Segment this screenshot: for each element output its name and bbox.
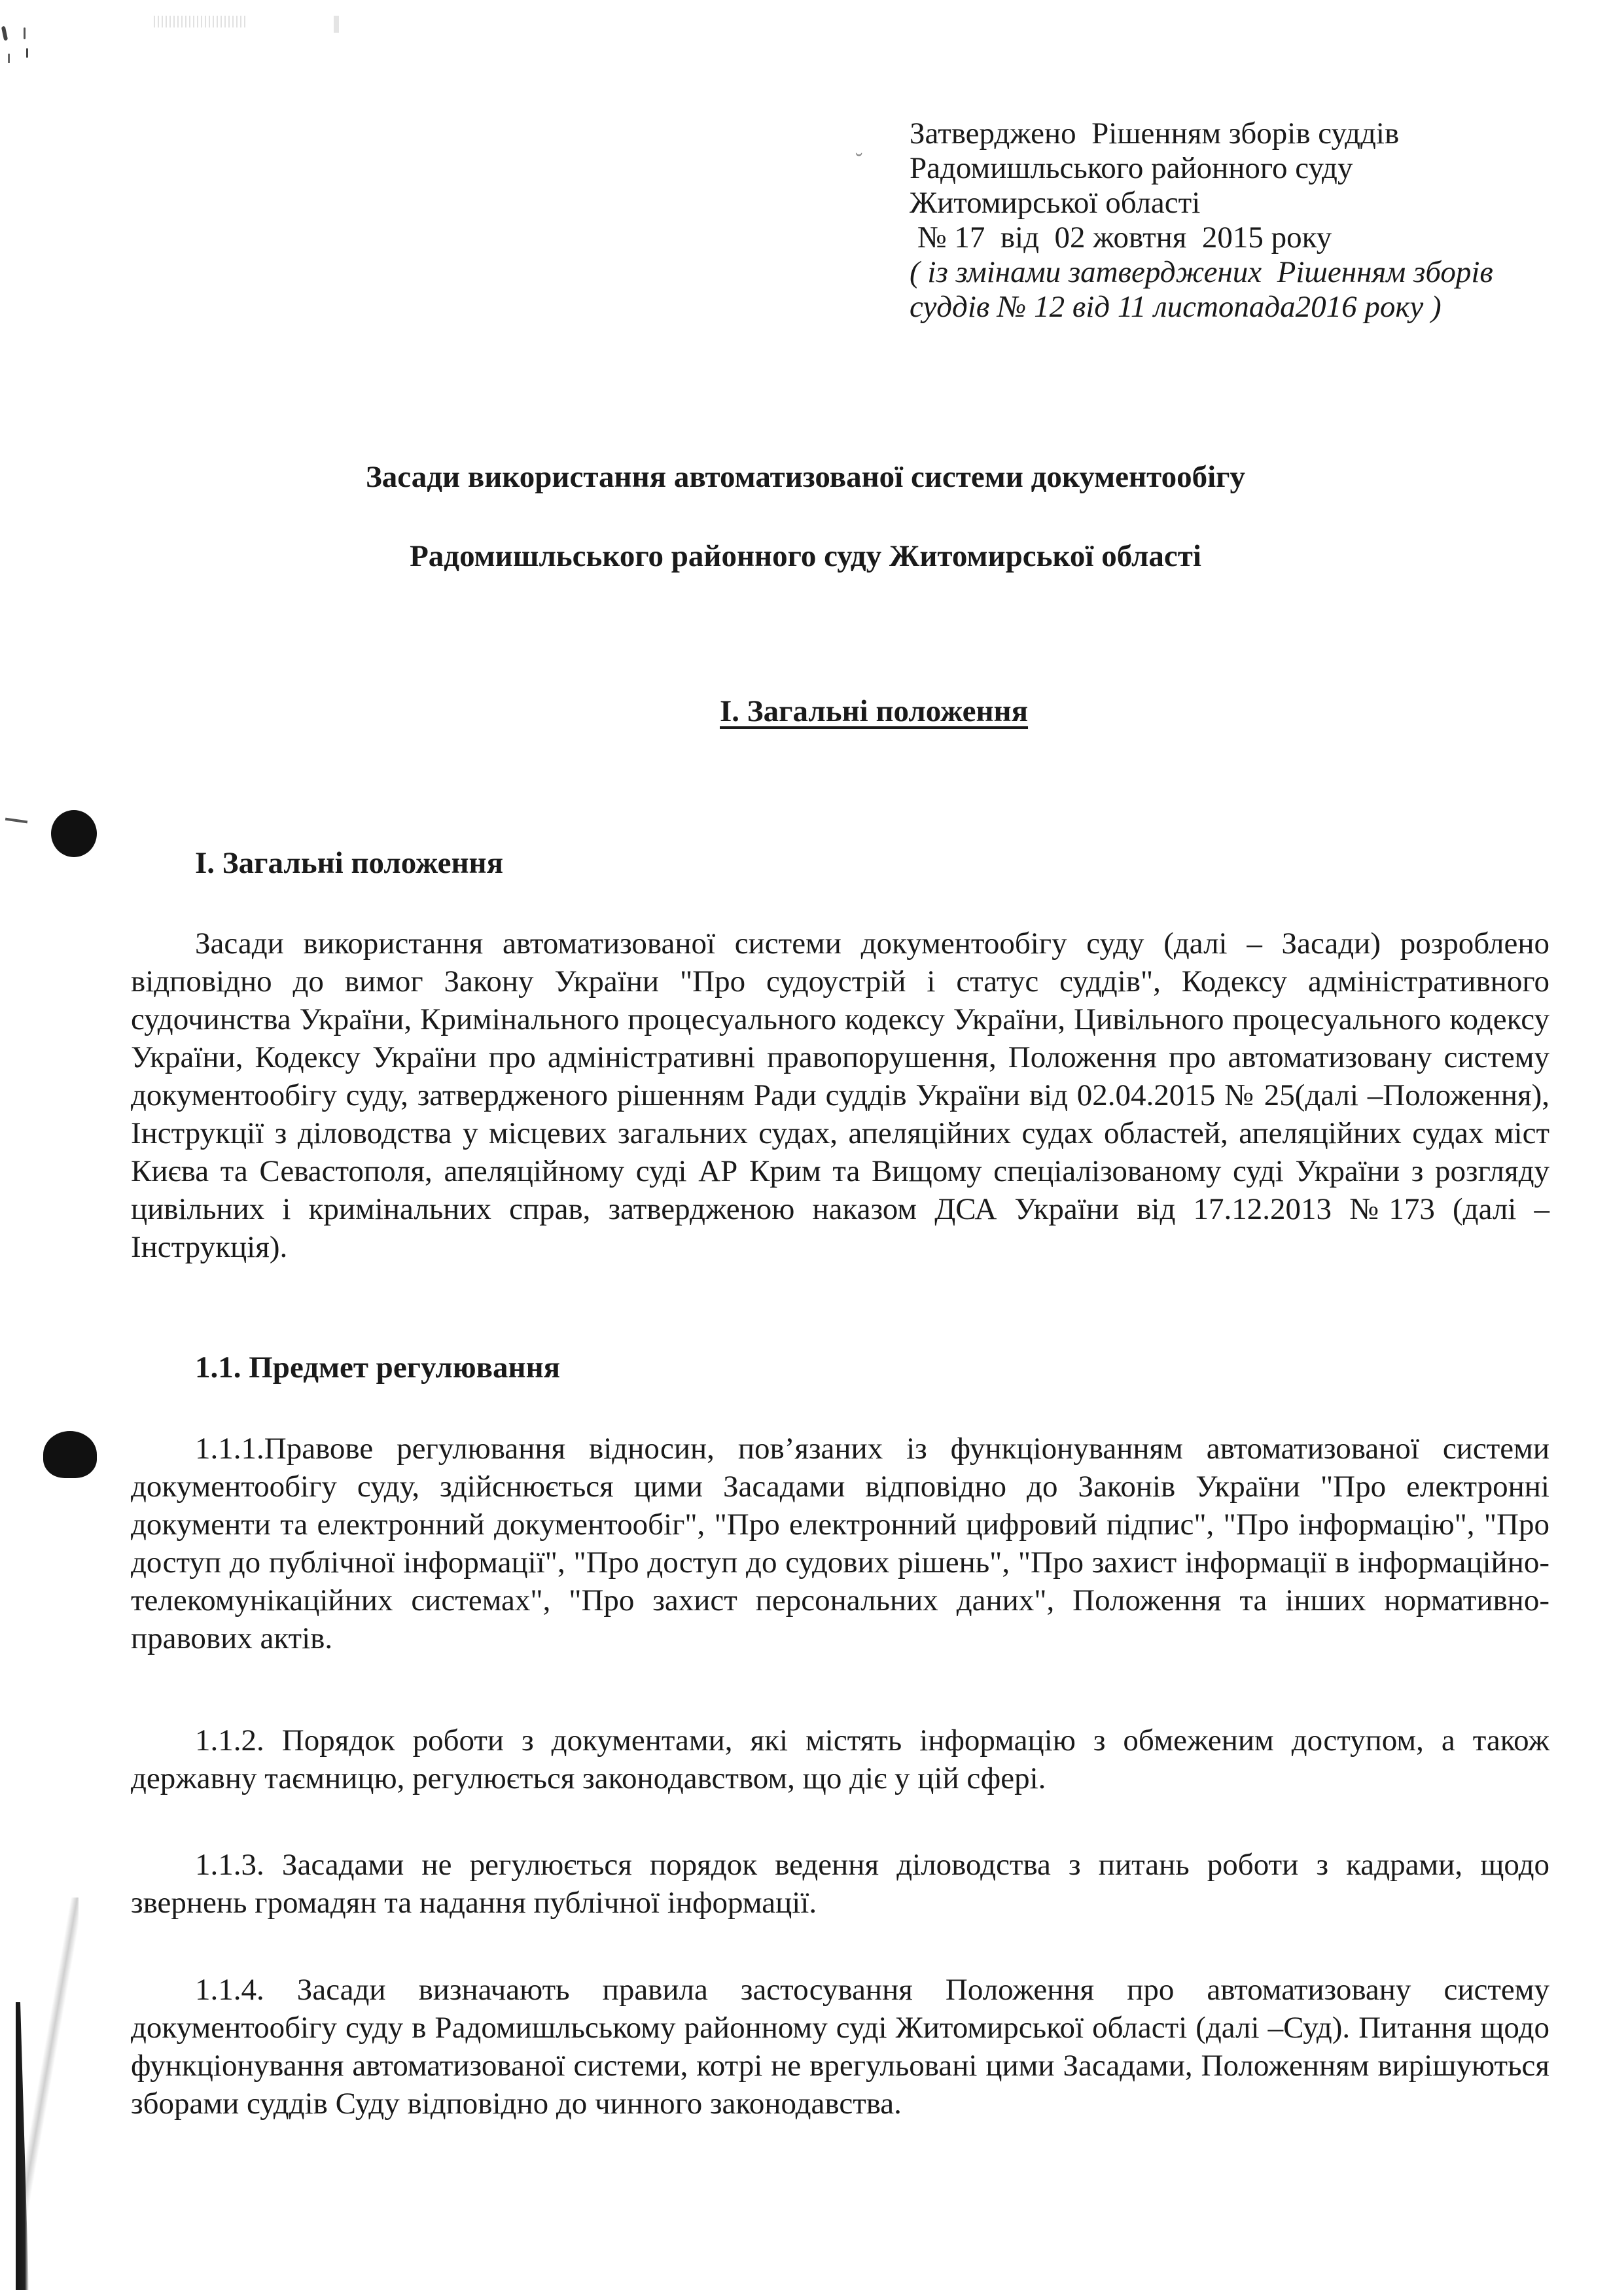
- scan-speck: [24, 27, 26, 39]
- amendment-line: ( із змінами затверджених Рішенням зборів: [910, 255, 1493, 289]
- clause-1-1-1: 1.1.1.Правове регулювання відносин, пов’язаних із функціонуванням автоматизованої системи документообігу суду, здійснюється цими Засадами відповідно до Законів України "Про електронні документи та електронний документообіг", "Про електронний цифровий підпис", "Про інформацію", "Про доступ до публічної інформації", "Про доступ до судових рішень", "Про захист інформації в інформаційно-телекомунікаційних системах", "Про захист персональних даних", Положення та інших нормативно-правових актів.: [131, 1432, 1549, 1655]
- clause-1-1-4: 1.1.4. Засади визначають правила застосування Положення про автоматизовану систему документообігу суду в Радомишльському районному суді Житомирської області (далі –Суд). Питання щодо функціонування автоматизованої системи, котрі не врегульовані цими Засадами, Положенням вирішуються зборами суддів Суду відповідно до чинного законодавства.: [131, 1973, 1549, 2121]
- pen-tick-mark: ˘: [855, 149, 863, 173]
- clause-1-1-3: 1.1.3. Засадами не регулюється порядок ведення діловодства з питань роботи з кадрами, щодо звернень громадян та надання публічної інформації.: [131, 1848, 1549, 1920]
- scan-speck: [1, 26, 8, 41]
- approval-block: [910, 116, 1590, 325]
- scan-noise: [334, 16, 339, 33]
- approval-line: Радомишльського районного суду: [910, 151, 1353, 185]
- scan-dash: [5, 818, 27, 824]
- scan-speck: [8, 54, 10, 63]
- approval-line: № 17 від 02 жовтня 2015 року: [910, 221, 1332, 255]
- document-subtitle: Радомишльського районного суду Житомирської області: [410, 539, 1201, 573]
- approval-line: Житомирської області: [910, 186, 1201, 220]
- clause-1-1-2: 1.1.2. Порядок роботи з документами, які містять інформацію з обмеженим доступом, а також державну таємницю, регулюється законодавством, що діє у цій сфері.: [131, 1723, 1549, 1795]
- punch-hole-icon: [51, 810, 97, 857]
- section-heading: І. Загальні положення: [195, 846, 504, 880]
- amendment-line: суддів № 12 від 11 листопада2016 року ): [910, 290, 1442, 324]
- punch-hole-icon: [43, 1431, 97, 1478]
- subsection-heading: 1.1. Предмет регулювання: [195, 1351, 561, 1385]
- scan-noise: [154, 16, 245, 27]
- document-title: Засади використання автоматизованої системи документообігу: [366, 460, 1245, 494]
- page-edge-shadow: [20, 1898, 79, 2290]
- approval-line: Затверджено Рішенням зборів суддів: [910, 116, 1400, 150]
- section-heading-centered: І. Загальні положення: [720, 694, 1029, 728]
- intro-paragraph: Засади використання автоматизованої системи документообігу суду (далі – Засади) розроблено відповідно до вимог Закону України "Про судоустрій і статус суддів", Кодексу адміністративного судочинства України, Кримінального процесуального кодексу України, Цивільного процесуального кодексу України, Кодексу України про адміністративні правопорушення, Положення про автоматизовану систему документообігу суду, затвердженого рішенням Ради суддів України від 02.04.2015 № 25(далі –Положення), Інструкції з діловодства у місцевих загальних судах, апеляційних судах областей, апеляційних судах міст Києва та Севастополя, апеляційному суді АР Крим та Вищому спеціалізованому суді України з розгляду цивільних і кримінальних справ, затвердженою наказом ДСА України від 17.12.2013 №173 (далі – Інструкція).: [131, 927, 1549, 1264]
- scan-speck: [26, 48, 28, 58]
